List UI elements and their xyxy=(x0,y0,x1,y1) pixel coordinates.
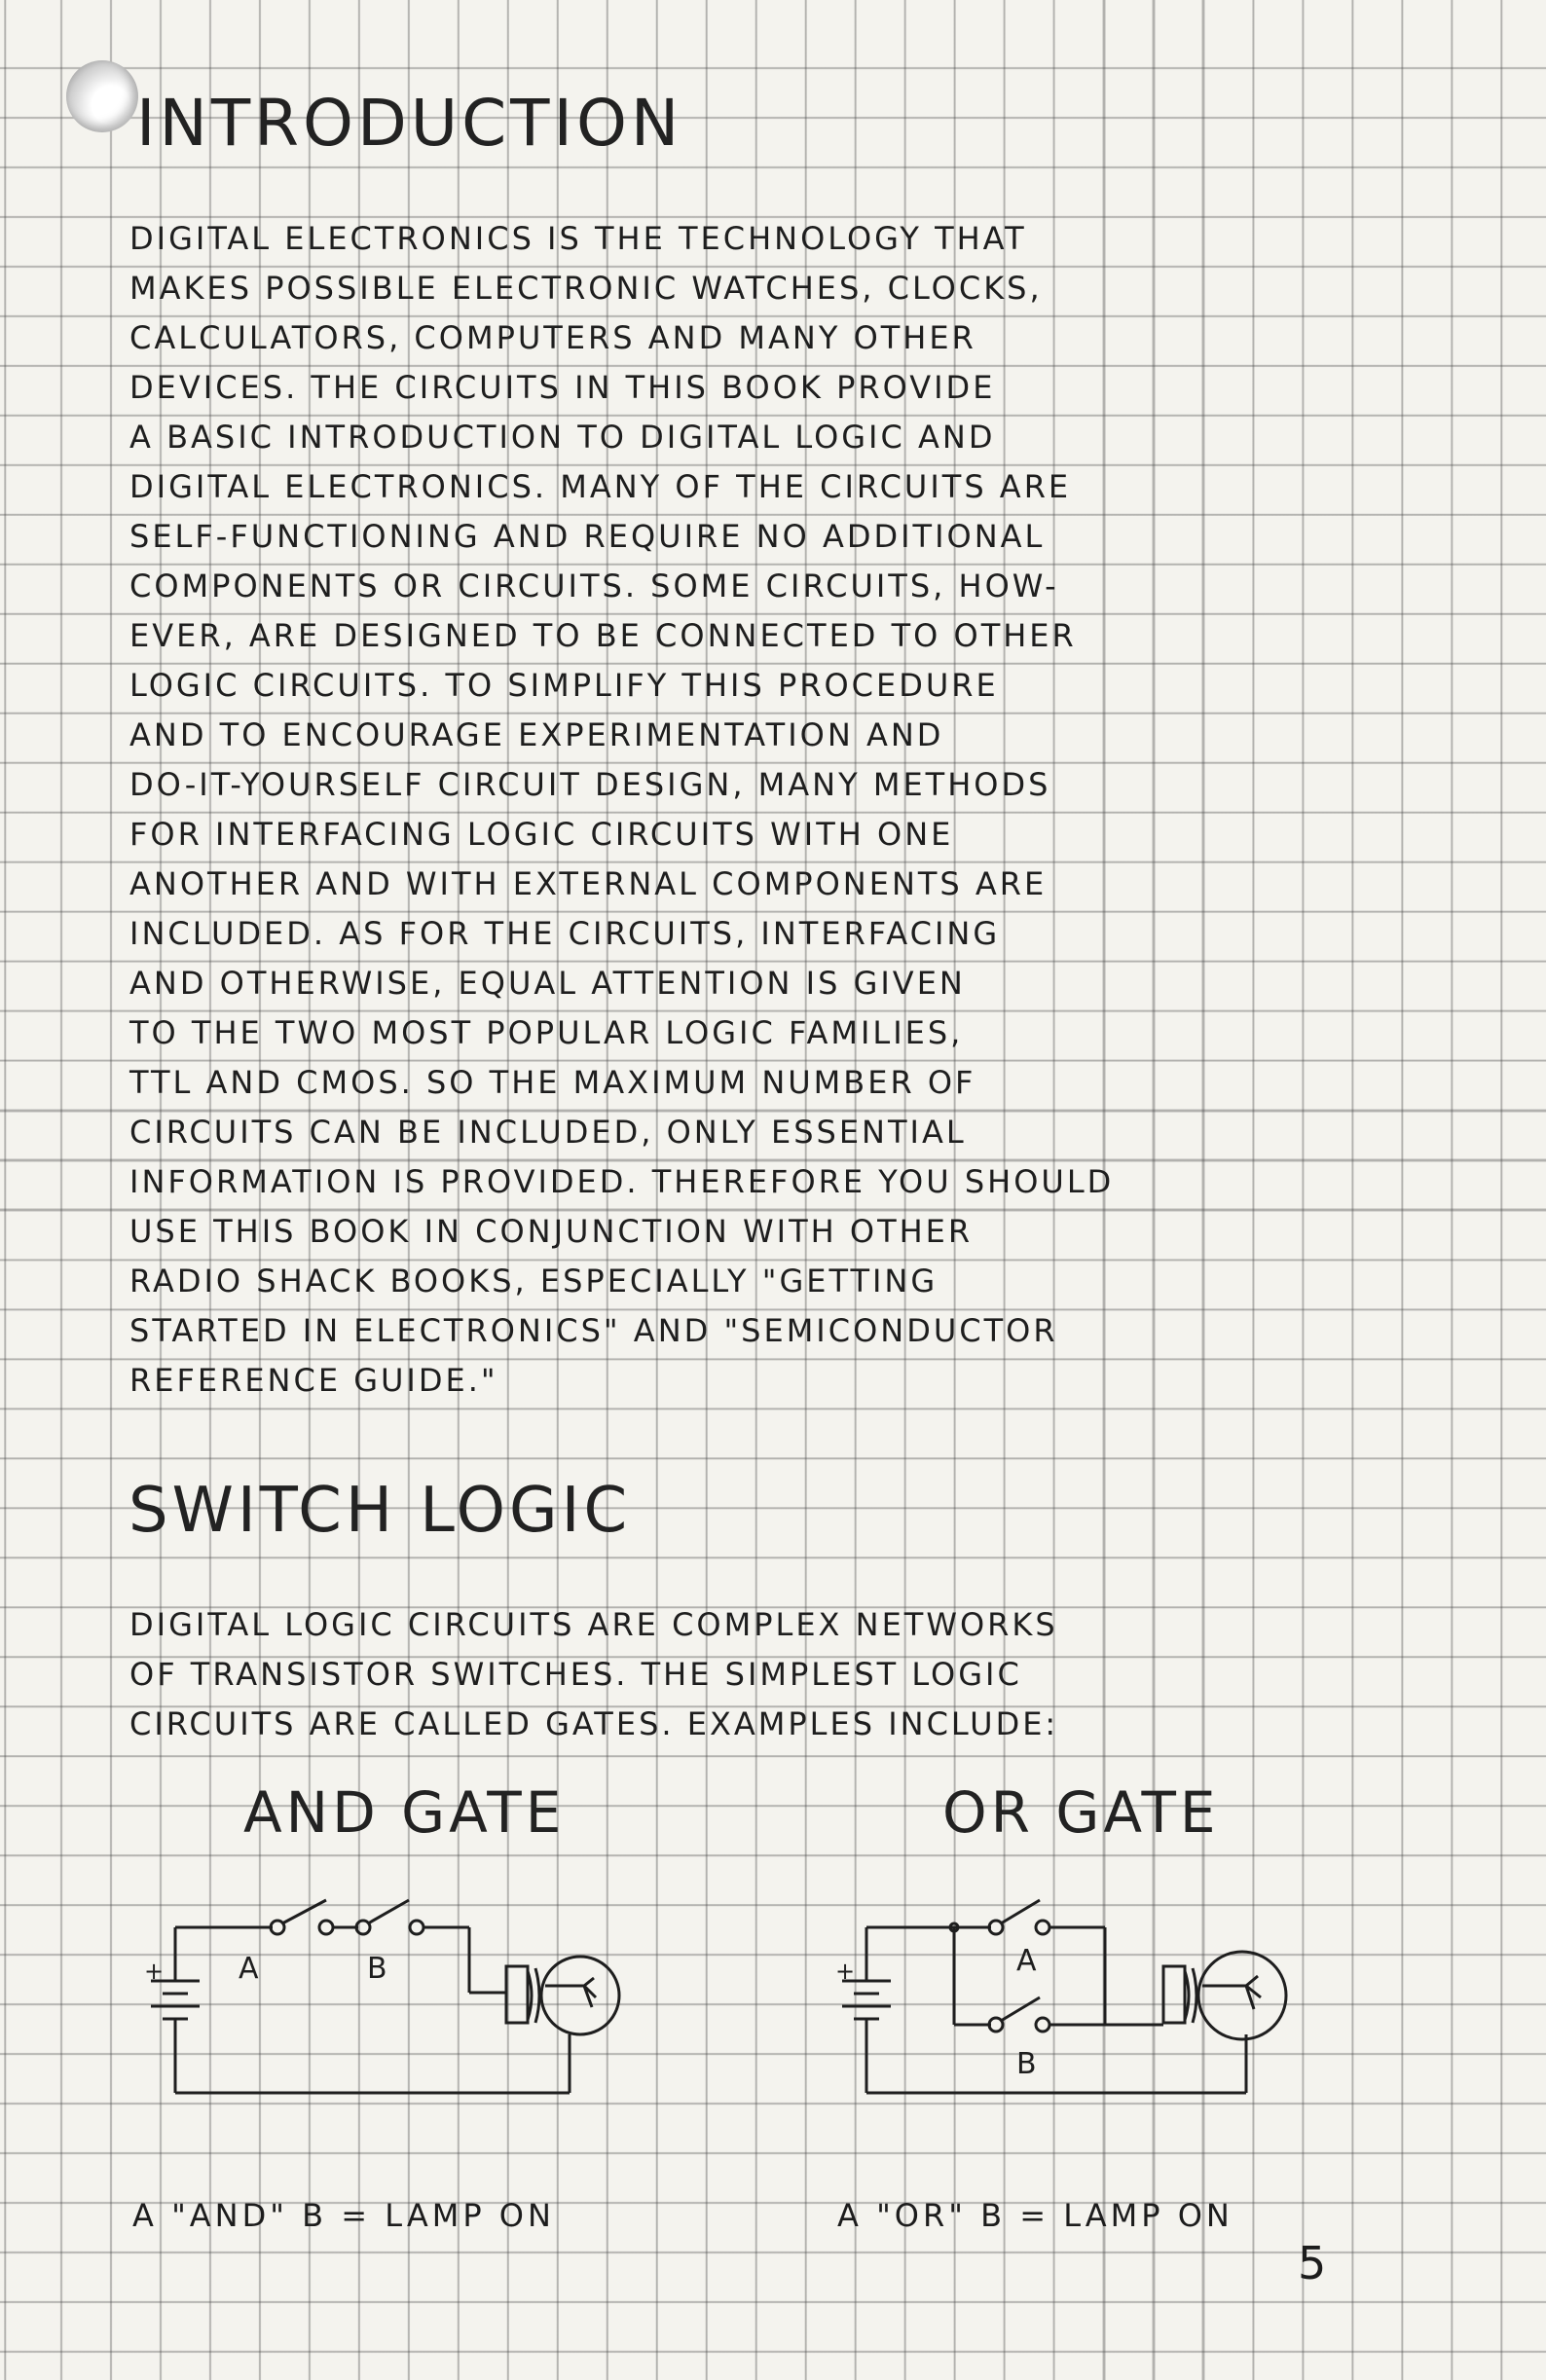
switch-a-contact xyxy=(1036,1921,1049,1934)
switch-b-lever xyxy=(1001,1997,1040,2021)
switch-a-label: A xyxy=(239,1952,259,1986)
text-line: DIGITAL ELECTRONICS. MANY OF THE CIRCUITS ARE xyxy=(129,468,1072,505)
text-line: TO THE TWO MOST POPULAR LOGIC FAMILIES, xyxy=(129,1014,964,1051)
text-line: INFORMATION IS PROVIDED. THEREFORE YOU SHOULD xyxy=(129,1163,1115,1200)
switch-a-label: A xyxy=(1016,1944,1037,1978)
text-line: USE THIS BOOK IN CONJUNCTION WITH OTHER xyxy=(129,1213,974,1250)
switch-b-label: B xyxy=(1016,2047,1037,2081)
text-line: DEVICES. THE CIRCUITS IN THIS BOOK PROVIDE xyxy=(129,369,996,406)
text-line: EVER, ARE DESIGNED TO BE CONNECTED TO OTHER xyxy=(129,617,1077,654)
text-line: LOGIC CIRCUITS. TO SIMPLIFY THIS PROCEDURE xyxy=(129,667,999,704)
introduction-text xyxy=(129,214,1114,1406)
lamp-filament xyxy=(1202,1976,1261,2009)
lamp-base xyxy=(506,1966,528,2023)
and-gate-schematic xyxy=(127,1888,672,2161)
introduction-heading: INTRODUCTION xyxy=(136,86,683,161)
and-gate-title: AND GATE xyxy=(243,1779,566,1846)
or-gate-title: OR GATE xyxy=(942,1779,1220,1846)
lamp-thread xyxy=(535,1968,539,2023)
text-line: TTL AND CMOS. SO THE MAXIMUM NUMBER OF xyxy=(129,1064,976,1101)
text-line: DIGITAL LOGIC CIRCUITS ARE COMPLEX NETWORKS xyxy=(129,1606,1058,1643)
switch-b-contact xyxy=(410,1921,423,1934)
lamp-bulb-icon xyxy=(541,1957,619,2034)
and-gate-circuit-diagram xyxy=(127,1888,672,2161)
switch-logic-text xyxy=(129,1600,1058,1749)
text-line: OF TRANSISTOR SWITCHES. THE SIMPLEST LOGIC xyxy=(129,1656,1022,1693)
switch-b-contact xyxy=(1036,2018,1049,2032)
binder-hole-icon xyxy=(66,60,138,132)
text-line: DO-IT-YOURSELF CIRCUIT DESIGN, MANY METHODS xyxy=(129,766,1051,803)
and-gate-caption: A "AND" B = LAMP ON xyxy=(132,2197,555,2234)
text-line: A BASIC INTRODUCTION TO DIGITAL LOGIC AND xyxy=(129,419,996,456)
text-line: AND OTHERWISE, EQUAL ATTENTION IS GIVEN xyxy=(129,965,966,1002)
text-line: CIRCUITS CAN BE INCLUDED, ONLY ESSENTIAL xyxy=(129,1114,967,1151)
text-line: INCLUDED. AS FOR THE CIRCUITS, INTERFACING xyxy=(129,915,1001,952)
or-gate-schematic xyxy=(818,1888,1363,2161)
text-line: ANOTHER AND WITH EXTERNAL COMPONENTS ARE xyxy=(129,865,1048,902)
battery-plus-label: + xyxy=(835,1958,856,1985)
or-gate-circuit-diagram xyxy=(818,1888,1363,2161)
text-line: CIRCUITS ARE CALLED GATES. EXAMPLES INCLUDE: xyxy=(129,1705,1059,1742)
page-number: 5 xyxy=(1298,2237,1327,2289)
text-line: RADIO SHACK BOOKS, ESPECIALLY "GETTING xyxy=(129,1263,939,1300)
switch-logic-heading: SWITCH LOGIC xyxy=(129,1475,632,1547)
lamp-thread xyxy=(1193,1968,1196,2023)
lamp-filament xyxy=(545,1978,596,2007)
or-gate-caption: A "OR" B = LAMP ON xyxy=(837,2197,1233,2234)
battery-plus-label: + xyxy=(144,1958,165,1985)
text-line: MAKES POSSIBLE ELECTRONIC WATCHES, CLOCKS, xyxy=(129,270,1043,307)
text-line: AND TO ENCOURAGE EXPERIMENTATION AND xyxy=(129,716,944,753)
switch-a-contact xyxy=(319,1921,333,1934)
switch-b-lever xyxy=(368,1900,409,1923)
lamp-base xyxy=(1163,1966,1185,2023)
switch-a-lever xyxy=(282,1900,326,1923)
text-line: COMPONENTS OR CIRCUITS. SOME CIRCUITS, HOW- xyxy=(129,568,1059,604)
switch-a-lever xyxy=(1001,1900,1040,1923)
text-line: DIGITAL ELECTRONICS IS THE TECHNOLOGY THAT xyxy=(129,220,1027,257)
text-line: SELF-FUNCTIONING AND REQUIRE NO ADDITIONAL xyxy=(129,518,1046,555)
text-line: CALCULATORS, COMPUTERS AND MANY OTHER xyxy=(129,319,976,356)
text-line: REFERENCE GUIDE." xyxy=(129,1362,498,1399)
lamp-bulb-icon xyxy=(1198,1952,1286,2039)
text-line: FOR INTERFACING LOGIC CIRCUITS WITH ONE xyxy=(129,816,954,853)
switch-b-label: B xyxy=(367,1952,387,1986)
text-line: STARTED IN ELECTRONICS" AND "SEMICONDUCTOR xyxy=(129,1312,1058,1349)
